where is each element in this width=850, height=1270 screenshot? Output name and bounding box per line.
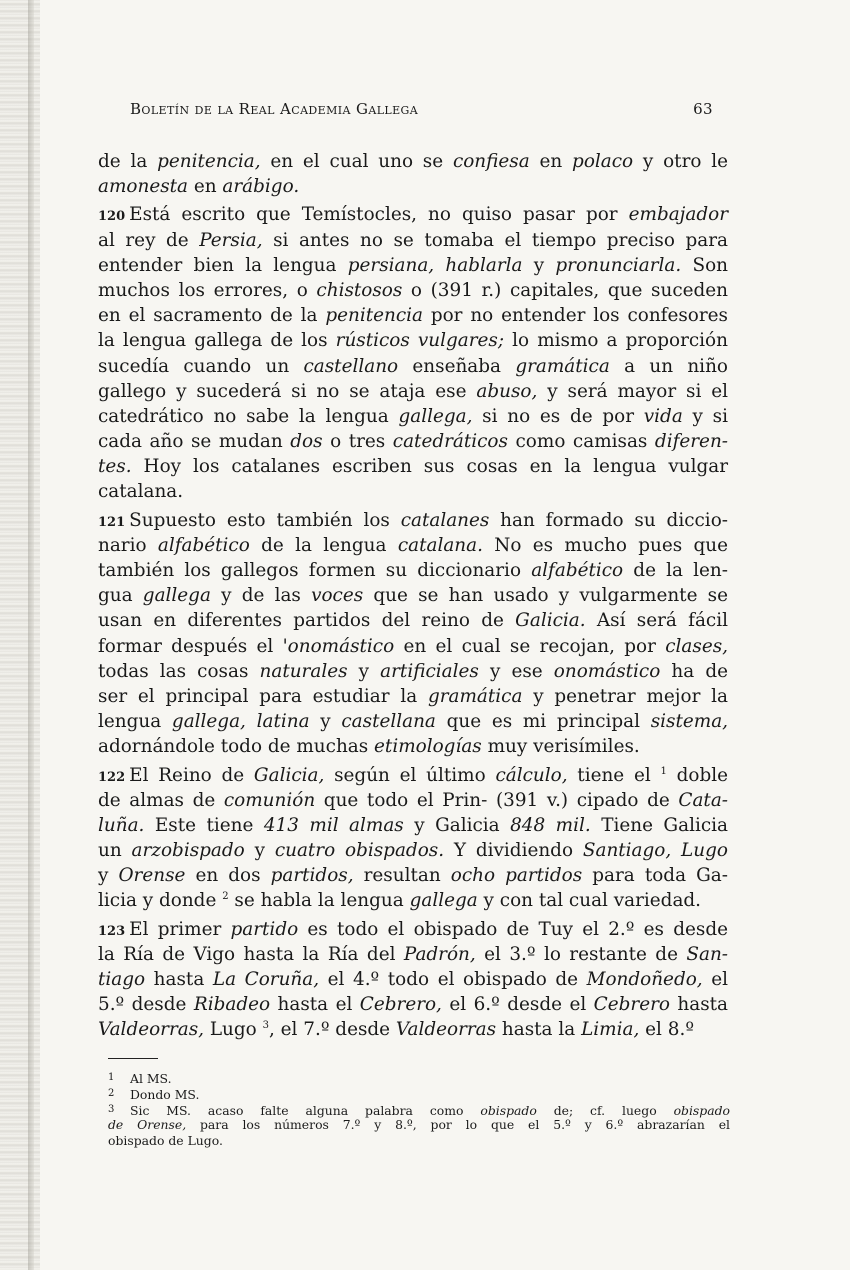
footnote-mark: 1 <box>108 1072 115 1083</box>
text-line: sucedía cuando un castellano enseñaba gramática a un niño <box>98 355 728 377</box>
paragraph-number: 120 <box>98 209 126 225</box>
text-line: muchos los errores, o chistosos o (391 r.) capitales, que suceden <box>98 279 728 301</box>
text-line: nario alfabético de la lengua catalana. No es mucho pues que <box>98 534 729 556</box>
footnote-mark: 3 <box>108 1103 115 1115</box>
text-line: cada año se mudan dos o tres catedráticos como camisas diferen- <box>98 431 728 453</box>
text-line: también los gallegos formen su diccionario alfabético de la len- <box>98 560 728 581</box>
paragraph <box>98 917 728 1043</box>
text-line: 123 El primer partido es todo el obispado de Tuy el 2.º es desde <box>98 918 728 940</box>
text-line: la lengua gallega de los rústicos vulgares; lo mismo a proporción <box>98 330 728 352</box>
footnote-mark: 2 <box>108 1087 115 1099</box>
main-text <box>98 146 728 1043</box>
text-line: lengua gallega, latina y castellana que es mi principal sistema, <box>98 711 728 733</box>
text-line: tiago hasta La Coruña, el 4.º todo el obispado de Mondoñedo, el <box>98 969 728 990</box>
paragraph-number: 122 <box>98 769 126 785</box>
text-line: la Ría de Vigo hasta la Ría del Padrón, el 3.º lo restante de San- <box>98 943 729 965</box>
text-line: y Orense en dos partidos, resultan ocho partidos para toda Ga- <box>98 865 728 887</box>
footnote-rule <box>108 1058 158 1059</box>
text-line: al rey de Persia, si antes no se tomaba el tiempo preciso para <box>98 229 728 251</box>
paragraph <box>98 202 728 504</box>
text-line: formar después el 'onomástico en el cual se recojan, por clases, <box>98 635 729 657</box>
text-line: 121 Supuesto esto también los catalanes han formado su diccio- <box>98 509 728 531</box>
text-line: gua gallega y de las voces que se han usado y vulgarmente se <box>98 585 728 607</box>
text-line: en el sacramento de la penitencia por no entender los confesores <box>98 305 728 327</box>
text-line: luña. Este tiene 413 mil almas y Galicia 848 mil. Tiene Galicia <box>98 814 728 836</box>
paragraph-number: 123 <box>98 923 126 939</box>
text-line: 5.º desde Ribadeo hasta el Cebrero, el 6.º desde el Cebrero hasta <box>98 994 728 1016</box>
footnotes <box>108 1070 730 1149</box>
text-line: entender bien la lengua persiana, hablarla y pronunciarla. Son <box>98 254 728 276</box>
text-line: tes. Hoy los catalanes escriben sus cosas en la lengua vulgar <box>98 456 728 478</box>
text-line: usan en diferentes partidos del reino de Galicia. Así será fácil <box>98 610 728 632</box>
footnote-line: de Orense, para los números 7.º y 8.º, por lo que el 5.º y 6.º abrazarían el <box>108 1117 730 1133</box>
text-line: ser el principal para estudiar la gramática y penetrar mejor la <box>98 685 729 707</box>
text-line: Valdeorras, Lugo $^3$, el 7.º desde Valdeorras hasta la Limia, el 8.º <box>98 1019 694 1041</box>
text-line: amonesta en arábigo. <box>98 176 300 198</box>
text-line: adornándole todo de muchas etimologías muy verisímiles. <box>98 736 640 758</box>
paragraph-number: 121 <box>98 514 126 530</box>
text-line: un arzobispado y cuatro obispados. Y dividiendo Santiago, Lugo <box>98 840 728 862</box>
text-line: catedrático no sabe la lengua gallega, si no es de por vida y si <box>98 405 729 427</box>
book-spine-shadow <box>0 0 40 1270</box>
page-number: 63 <box>693 100 713 118</box>
text-line: licia y donde $^2$ se habla la lengua gallega y con tal cual variedad. <box>98 890 702 912</box>
text-line: 120 Está escrito que Temístocles, no quiso pasar por embajador <box>98 204 728 226</box>
book-gutter-edge <box>28 0 34 1270</box>
text-line: de almas de comunión que todo el Prin- (391 v.) cipado de Cata- <box>98 789 728 811</box>
paragraph <box>98 149 728 199</box>
footnote-line: 1 Al MS. <box>108 1071 172 1086</box>
journal-title: Boletín de la Real Academia Gallega <box>130 100 419 118</box>
text-line: de la penitencia, en el cual uno se confiesa en polaco y otro le <box>98 151 728 172</box>
text-line: catalana. <box>98 481 184 503</box>
paragraph <box>98 763 728 914</box>
footnote-line: obispado de Lugo. <box>108 1133 223 1149</box>
text-line: 122 El Reino de Galicia, según el último cálculo, tiene el $^1$ doble <box>98 764 729 786</box>
text-line: todas las cosas naturales y artificiales y ese onomástico ha de <box>98 660 728 682</box>
footnote-line: 2 Dondo MS. <box>108 1086 200 1102</box>
footnote-line: 3 Sic MS. acaso falte alguna palabra como obispado de; cf. luego obispado <box>108 1102 730 1118</box>
text-line: gallego y sucederá si no se ataja ese abuso, y será mayor si el <box>98 380 728 402</box>
paragraph <box>98 508 728 760</box>
